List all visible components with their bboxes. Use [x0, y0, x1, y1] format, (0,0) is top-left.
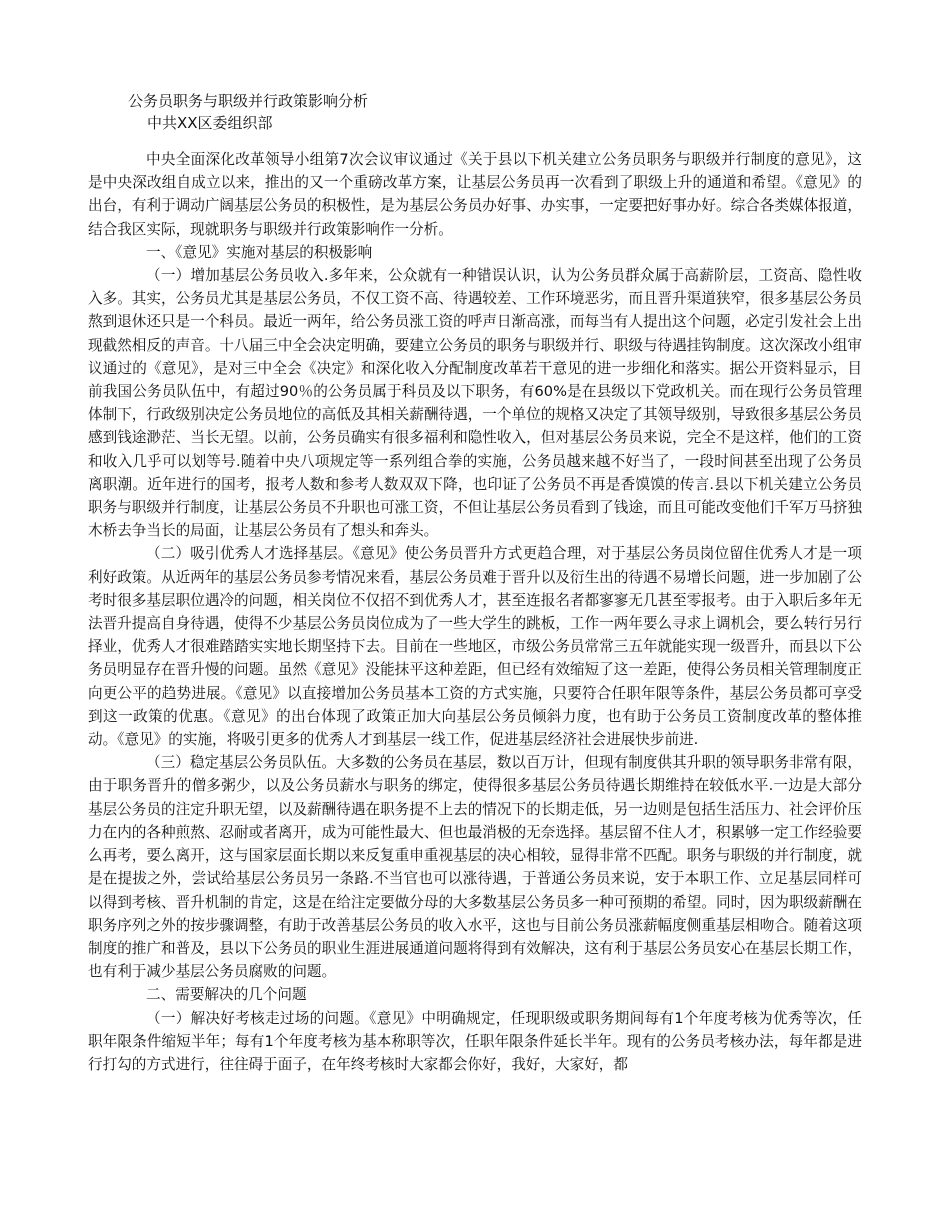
- subsection-3-paragraph: （三）稳定基层公务员队伍。大多数的公务员在基层，数以百万计，但现有制度供其升职的领导职务非常有限，由于职务晋升的僧多粥少，以及公务员薪水与职务的绑定，使得很多基层公务员待遇长期维持在较低水平.一边是大部分基层公务员的注定升职无望，以及薪酬待遇在职务提不上去的情况下的长期走低，另一边则是包括生活压力、社会评价压力在内的各种煎熬、忍耐或者离开，成为可能性最大、但也最消极的无奈选择。基层留不住人才，积累够一定工作经验要么再考，要么离开，这与国家层面长期以来反复重申重视基层的决心相较，显得非常不匹配。职务与职级的并行制度，就是在提拔之外，尝试给基层公务员另一条路.不当官也可以涨待遇，于普通公务员来说，安于本职工作、立足基层同样可以得到考核、晋升机制的肯定，这是在给注定要做分母的大多数基层公务员多一种可预期的希望。同时，因为职级薪酬在职务序列之外的按步骤调整，有助于改善基层公务员的收入水平，这也与目前公务员涨薪幅度侧重基层相吻合。随着这项制度的推广和普及，县以下公务员的职业生涯进展通道问题将得到有效解决，这有利于基层公务员安心在基层长期工作，也有利于减少基层公务员腐败的问题。: [88, 754, 862, 981]
- subsection-1-paragraph: （一）增加基层公务员收入.多年来，公众就有一种错误认识，认为公务员群众属于高薪阶层，工资高、隐性收入多。其实，公务员尤其是基层公务员，不仅工资不高、待遇较差、工作环境恶劣，而且晋升渠道狭窄，很多基层公务员熬到退休还只是一个科员。最近一两年，给公务员涨工资的呼声日渐高涨，而每当有人提出这个问题，必定引发社会上出现截然相反的声音。十八届三中全会决定明确，要建立公务员的职务与职级并行、职级与待遇挂钩制度。这次深改小组审议通过的《意见》，是对三中全会《决定》和深化收入分配制度改革若干意见的进一步细化和落实。据公开资料显示，目前我国公务员队伍中，有超过90％的公务员属于科员及以下职务，有60%是在县级以下党政机关。而在现行公务员管理体制下，行政级别决定公务员地位的高低及其相关薪酬待遇，一个单位的规格又决定了其领导级别，导致很多基层公务员感到钱途渺茫、当长无望。以前，公务员确实有很多福利和隐性收入，但对基层公务员来说，完全不是这样，他们的工资和收入几乎可以划等号.随着中央八项规定等一系列组合拳的实施，公务员越来越不好当了，一段时间甚至出现了公务员离职潮。近年进行的国考，报考人数和参考人数双双下降，也印证了公务员不再是香馍馍的传言.县以下机关建立公务员职务与职级并行制度，让基层公务员不升职也可涨工资，不但让基层公务员看到了钱途，而且可能改变他们千军万马挤独木桥去争当长的局面，让基层公务员有了想头和奔头。: [88, 267, 862, 540]
- document-body: [88, 148, 862, 1076]
- document-author: 中共XX区委组织部: [147, 114, 273, 132]
- section-heading-1: 一、《意见》实施对基层的积极影响: [146, 243, 373, 261]
- intro-paragraph: 中央全面深化改革领导小组第7次会议审议通过《关于县以下机关建立公务员职务与职级并行制度的意见》，这是中央深改组自成立以来，推出的又一个重磅改革方案，让基层公务员再一次看到了职级上升的通道和希望。《意见》的出台，有利于调动广阔基层公务员的积极性，是为基层公务员办好事、办实事，一定要把好事办好。综合各类媒体报道，结合我区实际，现就职务与职级并行政策影响作一分析。: [88, 151, 862, 238]
- document-title: 公务员职务与职级并行政策影响分析: [128, 92, 369, 110]
- section-heading-2: 二、需要解决的几个问题: [146, 986, 307, 1004]
- subsection-2-paragraph: （二）吸引优秀人才选择基层。《意见》使公务员晋升方式更趋合理，对于基层公务员岗位留住优秀人才是一项利好政策。从近两年的基层公务员参考情况来看，基层公务员难于晋升以及衍生出的待遇不易增长问题，进一步加剧了公考时很多基层职位遇冷的问题，相关岗位不仅招不到优秀人才，甚至连报名者都寥寥无几甚至零报考。由于入职后多年无法晋升提高自身待遇，使得不少基层公务员岗位成为了一些大学生的跳板，工作一两年要么寻求上调机会，要么转行另行择业，优秀人才很难踏踏实实地长期坚持下去。目前在一些地区，市级公务员常常三五年就能实现一级晋升，而县以下公务员明显存在晋升慢的问题。虽然《意见》没能抹平这种差距，但已经有效缩短了这一差距，使得公务员相关管理制度正向更公平的趋势进展。《意见》以直接增加公务员基本工资的方式实施，只要符合任职年限等条件，基层公务员都可享受到这一政策的优惠。《意见》的出台体现了政策正加大向基层公务员倾斜力度，也有助于公务员工资制度改革的整体推动。《意见》的实施，将吸引更多的优秀人才到基层一线工作，促进基层经济社会进展快步前进.: [88, 545, 862, 749]
- subsection-4-paragraph: （一）解决好考核走过场的问题。《意见》中明确规定，任现职级或职务期间每有1个年度考核为优秀等次，任职年限条件缩短半年；每有1个年度考核为基本称职等次，任职年限条件延长半年。现有的公务员考核办法，每年都是进行打勾的方式进行，往往碍于面子，在年终考核时大家都会你好，我好，大家好，都: [88, 1009, 862, 1073]
